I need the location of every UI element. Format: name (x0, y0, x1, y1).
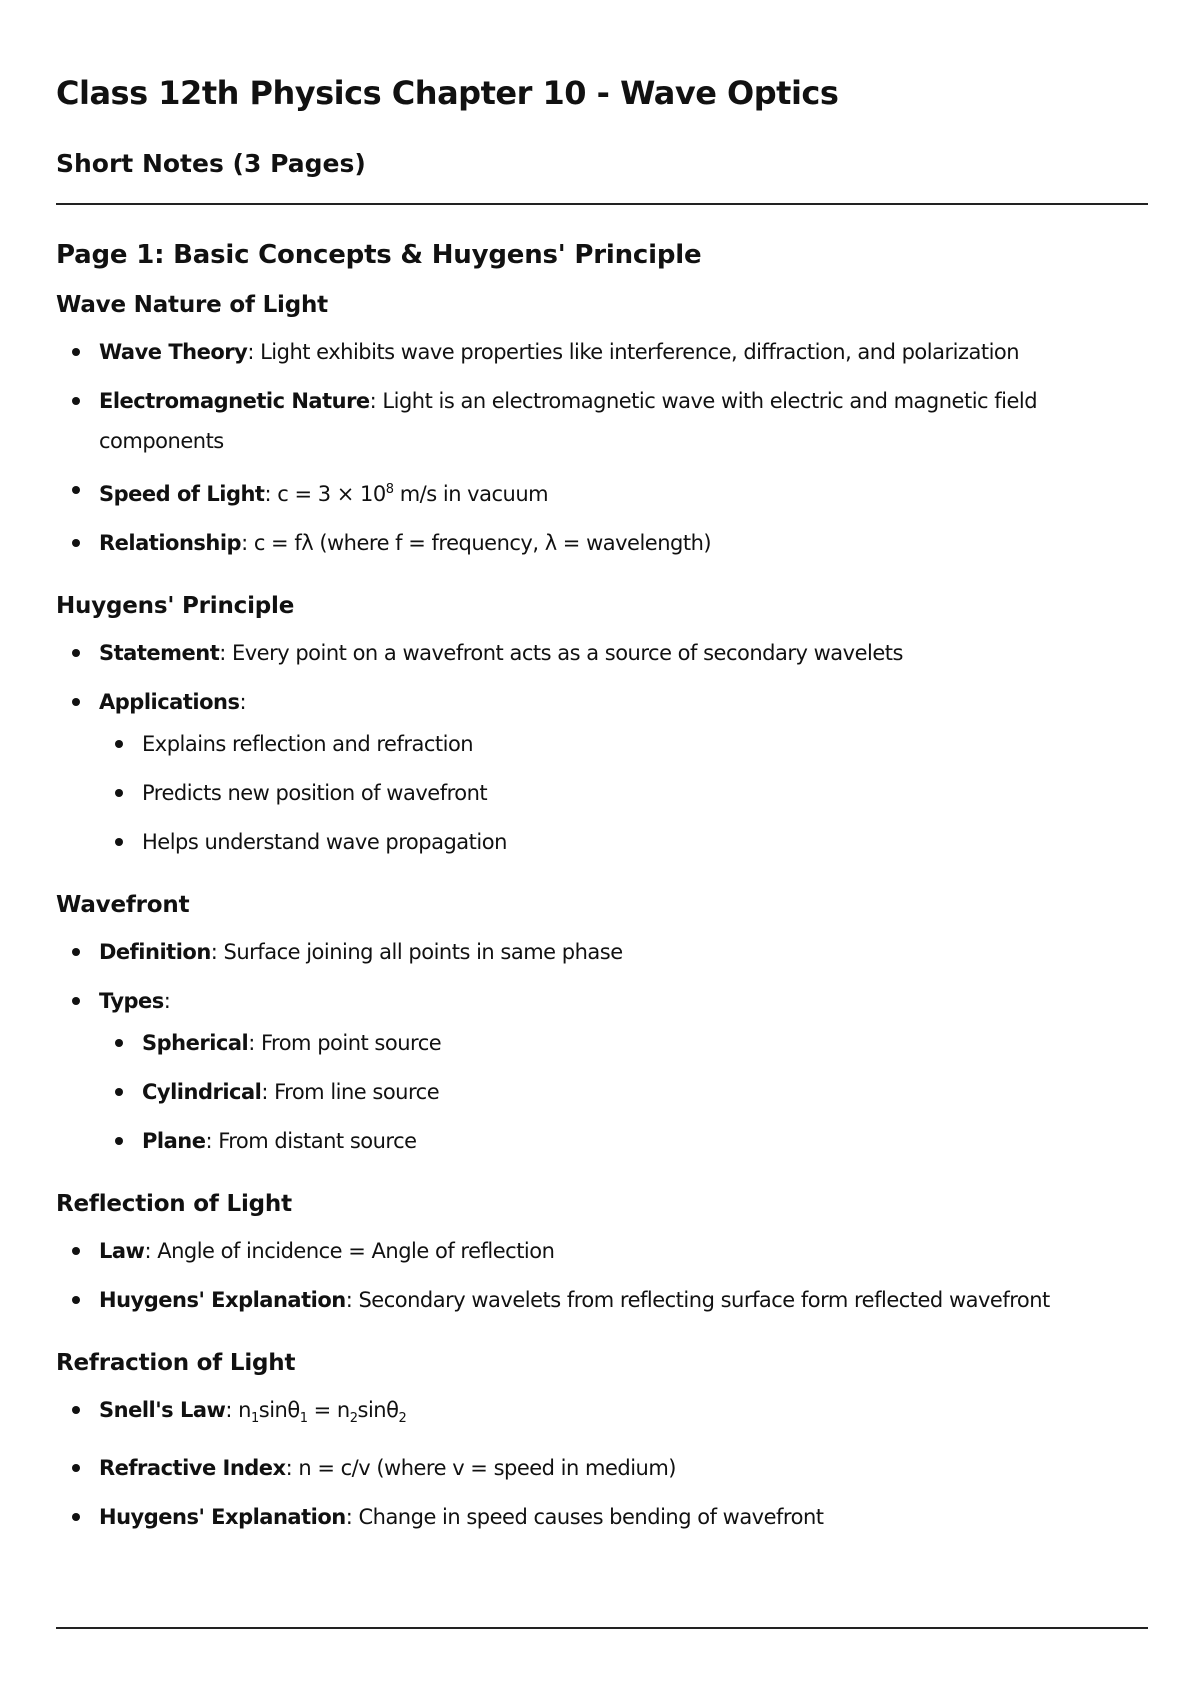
list-item (56, 523, 1148, 563)
bottom-divider (56, 1627, 1148, 1629)
list-item (99, 1023, 1148, 1063)
subscript: 2 (398, 1411, 407, 1427)
term: Refractive Index (99, 1456, 286, 1481)
nested-list (99, 724, 1148, 862)
list-item (56, 981, 1148, 1161)
term: Definition (99, 940, 211, 964)
item-text: : Light exhibits wave properties like interference, diffraction, and polarization (247, 340, 1020, 364)
nested-list (99, 1023, 1148, 1161)
list-item: Helps understand wave propagation (99, 822, 1148, 862)
list-item (56, 1448, 1148, 1488)
item-text: : Change in speed causes bending of wavefront (345, 1505, 824, 1530)
term: Snell's Law (99, 1398, 226, 1422)
item-text: : Angle of incidence = Angle of reflection (144, 1239, 555, 1263)
list-item (56, 932, 1148, 972)
subsection-huygens (56, 593, 1148, 862)
list-item (56, 682, 1148, 862)
subsection-wave-nature (56, 292, 1148, 563)
subsection-wavefront (56, 892, 1148, 1161)
term: Plane (142, 1129, 206, 1153)
subsection-title: Wavefront (56, 892, 190, 918)
item-text: : From point source (248, 1031, 442, 1055)
item-text: sinθ (258, 1398, 300, 1422)
subsection-title: Refraction of Light (56, 1350, 296, 1376)
item-text: : c = fλ (where f = frequency, λ = wavelength) (241, 531, 712, 555)
term: Cylindrical (142, 1080, 262, 1104)
section-heading: Page 1: Basic Concepts & Huygens' Principle (56, 240, 702, 270)
item-text: sinθ (357, 1398, 399, 1422)
item-text: : (239, 690, 247, 714)
subscript: 1 (250, 1411, 259, 1427)
term: Spherical (142, 1031, 249, 1055)
list-item (56, 1231, 1148, 1271)
item-text: : Secondary wavelets from reflecting surface form reflected wavefront (345, 1288, 1050, 1312)
subsection-title: Wave Nature of Light (56, 292, 328, 318)
term: Wave Theory (99, 340, 248, 364)
bullet-list (56, 332, 1148, 563)
term: Statement (99, 641, 220, 665)
item-text: : n (225, 1398, 251, 1422)
term: Speed of Light (99, 482, 265, 506)
bullet-list (56, 932, 1148, 1161)
item-text: : n = c/v (where v = speed in medium) (285, 1456, 676, 1481)
top-divider (56, 203, 1148, 205)
subscript: 1 (299, 1411, 308, 1427)
subsection-refraction (56, 1350, 1148, 1537)
item-text: : Surface joining all points in same phase (210, 940, 623, 964)
list-item (99, 1121, 1148, 1161)
subsection-title: Reflection of Light (56, 1191, 292, 1217)
list-item (56, 381, 1148, 461)
item-text: : (163, 989, 171, 1013)
term: Huygens' Explanation (99, 1288, 346, 1312)
list-item (56, 470, 1148, 514)
list-item (56, 633, 1148, 673)
term: Law (99, 1239, 145, 1263)
term: Huygens' Explanation (99, 1505, 346, 1530)
term: Types (99, 989, 164, 1013)
document-subtitle: Short Notes (3 Pages) (56, 149, 366, 178)
item-text: : From line source (261, 1080, 440, 1104)
bullet-list (56, 633, 1148, 862)
term: Applications (99, 690, 240, 714)
list-item (56, 1390, 1148, 1439)
item-text: : c = 3 × 10 (264, 482, 386, 506)
list-item: Predicts new position of wavefront (99, 773, 1148, 813)
list-item (56, 1280, 1148, 1320)
subsection-title: Huygens' Principle (56, 593, 295, 619)
list-item (56, 1497, 1148, 1537)
list-item: Explains reflection and refraction (99, 724, 1148, 764)
exponent: 8 (385, 482, 394, 497)
list-item (56, 332, 1148, 372)
item-text: = n (307, 1398, 350, 1422)
document-title: Class 12th Physics Chapter 10 - Wave Optics (56, 74, 839, 112)
page-content (56, 240, 1148, 1567)
bullet-list (56, 1390, 1148, 1537)
subsection-reflection (56, 1191, 1148, 1320)
item-text: : Every point on a wavefront acts as a source of secondary wavelets (219, 641, 903, 665)
subscript: 2 (349, 1411, 358, 1427)
bullet-list (56, 1231, 1148, 1320)
term: Relationship (99, 531, 242, 555)
item-text: : Light is an electromagnetic wave with electric and magnetic field components (99, 389, 1038, 453)
list-item (99, 1072, 1148, 1112)
item-text: m/s in vacuum (393, 482, 549, 506)
item-text: : From distant source (205, 1129, 417, 1153)
term: Electromagnetic Nature (99, 389, 370, 413)
